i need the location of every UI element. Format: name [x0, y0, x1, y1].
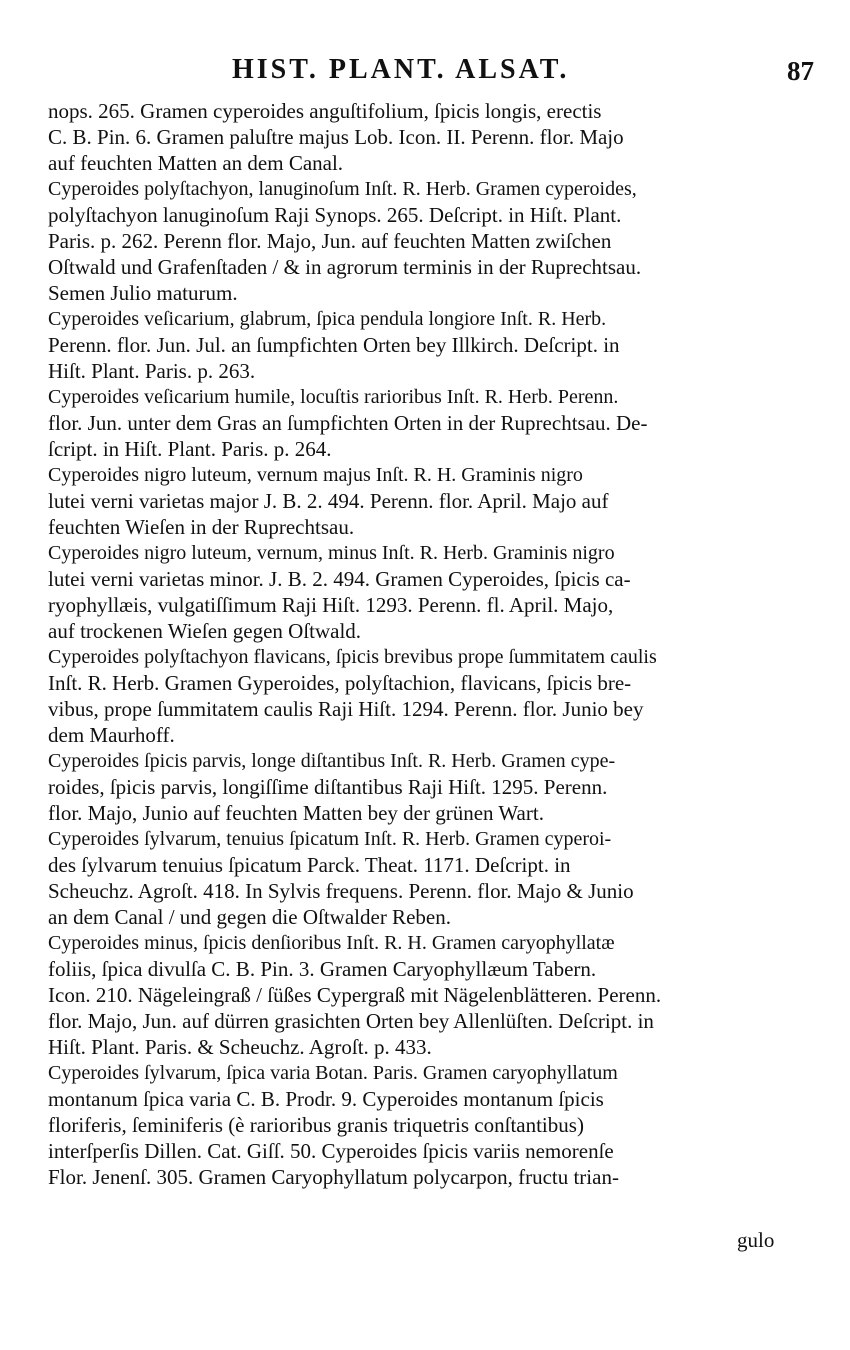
running-head: HIST. PLANT. ALSAT.: [232, 54, 570, 85]
text-line: des ſylvarum tenuius ſpicatum Parck. Theat. 1171. Deſcript. in: [48, 853, 571, 877]
text-line: Oſtwald und Grafenſtaden / & in agrorum terminis in der Ruprechtsau.: [48, 255, 642, 279]
text-line: Hiſt. Plant. Paris. & Scheuchz. Agroſt. p. 433.: [48, 1035, 432, 1059]
text-line: flor. Majo, Jun. auf dürren grasichten Orten bey Allenlüſten. Deſcript. in: [48, 1009, 654, 1033]
text-line: lutei verni varietas minor. J. B. 2. 494. Gramen Cyperoides, ſpicis ca-: [48, 567, 631, 591]
text-line: Cyperoides polyſtachyon flavicans, ſpicis brevibus prope ſummitatem caulis: [48, 646, 657, 668]
text-line: Inſt. R. Herb. Gramen Gyperoides, polyſtachion, flavicans, ſpicis bre-: [48, 671, 632, 695]
text-line: auf feuchten Matten an dem Canal.: [48, 151, 344, 175]
text-line: foliis, ſpica divulſa C. B. Pin. 3. Gramen Caryophyllæum Tabern.: [48, 957, 597, 981]
text-line: feuchten Wieſen in der Ruprechtsau.: [48, 515, 355, 539]
text-line: Paris. p. 262. Perenn flor. Majo, Jun. auf feuchten Matten zwiſchen: [48, 229, 612, 253]
text-line: auf trockenen Wieſen gegen Oſtwald.: [48, 619, 362, 643]
text-line: floriferis, ſeminiferis (è rarioribus granis triquetris conſtantibus): [48, 1113, 584, 1137]
text-line: Semen Julio maturum.: [48, 281, 238, 305]
text-line: ryophyllæis, vulgatiſſimum Raji Hiſt. 1293. Perenn. fl. April. Majo,: [48, 593, 614, 617]
text-line: Cyperoides ſylvarum, ſpica varia Botan. Paris. Gramen caryophyllatum: [48, 1062, 618, 1084]
text-line: montanum ſpica varia C. B. Prodr. 9. Cyperoides montanum ſpicis: [48, 1087, 604, 1111]
text-line: roides, ſpicis parvis, longiſſime diſtantibus Raji Hiſt. 1295. Perenn.: [48, 775, 608, 799]
text-line: dem Maurhoff.: [48, 723, 175, 747]
text-line: Cyperoides polyſtachyon, lanuginoſum Inſt. R. Herb. Gramen cyperoides,: [48, 178, 637, 200]
text-line: Cyperoides nigro luteum, vernum majus Inſt. R. H. Graminis nigro: [48, 464, 583, 486]
text-line: Cyperoides nigro luteum, vernum, minus Inſt. R. Herb. Graminis nigro: [48, 542, 615, 564]
page-number: 87: [787, 56, 814, 86]
text-line: flor. Jun. unter dem Gras an ſumpfichten Orten in der Ruprechtsau. De-: [48, 411, 648, 435]
text-line: Cyperoides ſylvarum, tenuius ſpicatum Inſt. R. Herb. Gramen cyperoi-: [48, 828, 612, 850]
text-line: Cyperoides minus, ſpicis denſioribus Inſt. R. H. Gramen caryophyllatæ: [48, 932, 615, 954]
text-line: Cyperoides ſpicis parvis, longe diſtantibus Inſt. R. Herb. Gramen cype-: [48, 750, 616, 772]
text-line: Cyperoides veſicarium humile, locuſtis rarioribus Inſt. R. Herb. Perenn.: [48, 386, 619, 408]
text-line: interſperſis Dillen. Cat. Giſſ. 50. Cyperoides ſpicis variis nemorenſe: [48, 1139, 614, 1163]
text-line: flor. Majo, Junio auf feuchten Matten bey der grünen Wart.: [48, 801, 544, 825]
text-line: C. B. Pin. 6. Gramen paluſtre majus Lob. Icon. II. Perenn. flor. Majo: [48, 125, 624, 149]
text-line: nops. 265. Gramen cyperoides anguſtifolium, ſpicis longis, erectis: [48, 99, 602, 123]
text-line: ſcript. in Hiſt. Plant. Paris. p. 264.: [48, 437, 332, 461]
text-line: Hiſt. Plant. Paris. p. 263.: [48, 359, 256, 383]
text-line: an dem Canal / und gegen die Oſtwalder Reben.: [48, 905, 451, 929]
text-line: Cyperoides veſicarium, glabrum, ſpica pendula longiore Inſt. R. Herb.: [48, 308, 607, 330]
page-header: [0, 54, 850, 94]
text-line: Scheuchz. Agroſt. 418. In Sylvis frequens. Perenn. flor. Majo & Junio: [48, 879, 634, 903]
text-line: Icon. 210. Nägeleingraß / ſüßes Cypergraß mit Nägelenblätteren. Perenn.: [48, 983, 662, 1007]
text-line: Flor. Jenenſ. 305. Gramen Caryophyllatum polycarpon, fructu trian-: [48, 1165, 619, 1189]
text-line: vibus, prope ſummitatem caulis Raji Hiſt. 1294. Perenn. flor. Junio bey: [48, 697, 644, 721]
text-line: Perenn. flor. Jun. Jul. an ſumpfichten Orten bey Illkirch. Deſcript. in: [48, 333, 620, 357]
body-text: [48, 98, 806, 1190]
catchword: gulo: [737, 1228, 775, 1252]
text-line: polyſtachyon lanuginoſum Raji Synops. 265. Deſcript. in Hiſt. Plant.: [48, 203, 622, 227]
text-line: lutei verni varietas major J. B. 2. 494. Perenn. flor. April. Majo auf: [48, 489, 609, 513]
